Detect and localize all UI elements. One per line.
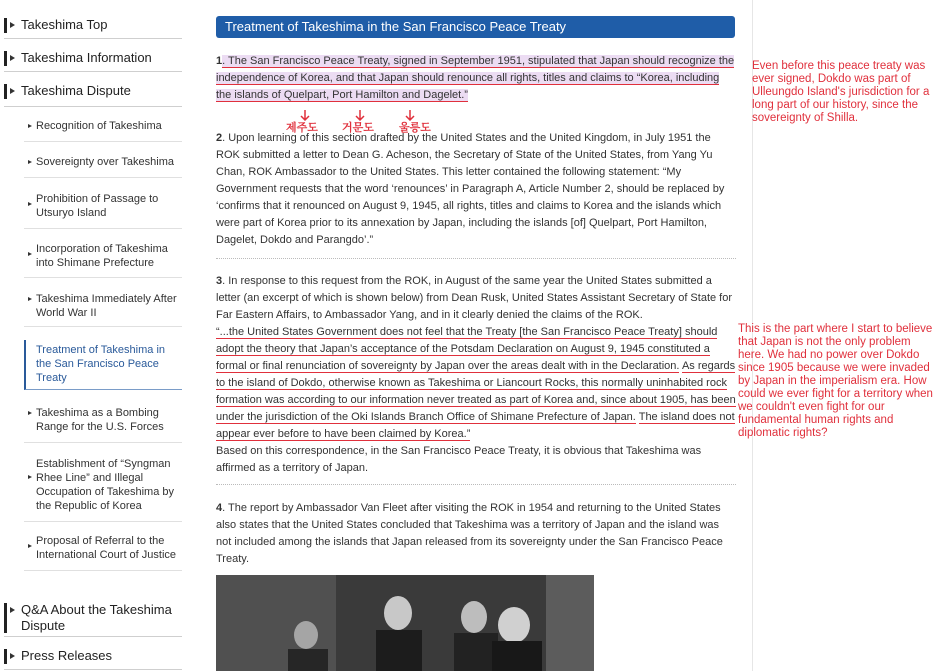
paragraph-number: 3 (216, 275, 223, 287)
sidebar-item-label: Press Releases (21, 648, 113, 663)
sidebar-subitem-label: Takeshima Immediately After World War II (36, 293, 177, 319)
paragraph-4 (216, 500, 736, 568)
triangle-right-icon (10, 607, 15, 613)
sidebar-subitem-after-ww2[interactable] (24, 292, 182, 327)
sidebar-subitem-label: Establishment of “Syngman Rhee Line” and Illegal Occupation of Takeshima by the Republic of Korea (36, 458, 174, 512)
sidebar-item-label: Takeshima Top (21, 17, 108, 32)
bar-marker-icon (4, 18, 7, 33)
paragraph-number: 4 (216, 502, 223, 514)
bar-marker-icon (4, 84, 7, 99)
paragraph-number: 2 (216, 132, 223, 144)
page-title: Treatment of Takeshima in the San Francisco Peace Treaty (216, 16, 735, 38)
bar-marker-icon (4, 649, 7, 664)
sidebar-item-takeshima-information[interactable] (4, 49, 182, 72)
sidebar-subitem-label: Treatment of Takeshima in the San Francisco Peace Treaty (36, 344, 166, 384)
sidebar-subitem-label: Takeshima as a Bombing Range for the U.S. Forces (36, 407, 164, 433)
korean-label-jeju: 제주도 (286, 122, 318, 134)
paragraph-3 (216, 273, 736, 477)
sidebar-item-label: Takeshima Dispute (21, 83, 131, 98)
sidebar-item-takeshima-dispute[interactable] (4, 82, 182, 107)
main-content (216, 0, 736, 671)
underlined-quote: “...the United States Government does not feel that the Treaty [the San Francisco Peace Treaty] should adopt the theory that Japan’s acceptance of the Potsdam Declaration on August 9, 1945 constituted a formal or final renunciation of sovereignty by Japan over the areas dealt with in the Declaration. (216, 326, 718, 372)
bar-marker-icon (4, 603, 7, 633)
bullet-icon (28, 475, 32, 479)
photo-figures (216, 575, 594, 671)
paragraph-2 (216, 130, 736, 249)
bullet-icon (28, 124, 32, 128)
paragraph-number: 1 (216, 55, 223, 67)
sidebar-subitem-label: Proposal of Referral to the International Court of Justice (36, 535, 177, 561)
sidebar (0, 0, 186, 671)
paragraph-text: . Upon learning of this section drafted by the United States and the United Kingdom, in July 1951 the ROK submitted a letter to Dean G. Acheson, the Secretary of State of the United States, from Yang Yu Chan, ROK Ambassador to the United States. This letter contained the following statement: “My Government requests that the word ‘renounces’ in Paragraph A, Article Number 2, should be replaced by ‘confirms that it renounced on August 9, 1945, all rights, titles and claims to Korea and the islands which were part of Korea prior to its annexation by Japan, including the islands [of] Quelpart, Port Hamilton, Dagelet, Dokdo and Parangdo’.” (216, 132, 725, 246)
korean-label-ulleungdo: 울릉도 (399, 122, 431, 134)
annotation-note-1: Even before this peace treaty was ever signed, Dokdo was part of Ulleungdo Island's jurisdiction for a long part of our history, since the sovereignty of Shilla. (752, 60, 930, 124)
historical-photo (216, 575, 594, 671)
sidebar-subitem-recognition[interactable] (24, 119, 182, 142)
sidebar-subitem-label: Recognition of Takeshima (36, 120, 162, 132)
bar-marker-icon (4, 51, 7, 66)
sidebar-subitem-icj[interactable] (24, 534, 182, 571)
highlighted-text: . The San Francisco Peace Treaty, signed in September 1951, stipulated that Japan should recognize the independence of Korea, and that Japan should renounce all rights, titles and claims to “Korea, including the islands of Quelpart, Port Hamilton and Dagelet.” (216, 55, 735, 101)
underlined-quote: The island does not appear ever before to have been claimed by Korea.” (216, 411, 735, 440)
paragraph-intro: . In response to this request from the ROK, in August of the same year the United States submitted a letter (an excerpt of which is shown below) from Dean Rusk, United States Assistant Secretary of State for Far Eastern Affairs, to Ambassador Yang, and in it clearly denied the claims of the ROK. (216, 275, 733, 321)
bullet-icon (28, 160, 32, 164)
sidebar-item-takeshima-top[interactable] (4, 16, 182, 39)
paragraph-text: . The report by Ambassador Van Fleet after visiting the ROK in 1954 and returning to the United States also states that the United States concluded that Takeshima was a territory of Japan and the island was not included among the islands that Japan released from its sovereignty under the San Francisco Peace Treaty. (216, 502, 723, 565)
sidebar-subitem-label: Sovereignty over Takeshima (36, 156, 174, 168)
divider (216, 258, 736, 259)
sidebar-subitem-prohibition[interactable] (24, 192, 182, 229)
bullet-icon (28, 544, 32, 548)
paragraph-outro: Based on this correspondence, in the San Francisco Peace Treaty, it is obvious that Takeshima was affirmed as a territory of Japan. (216, 445, 702, 474)
bullet-icon (28, 411, 32, 415)
sidebar-subitem-label: Incorporation of Takeshima into Shimane Prefecture (36, 243, 168, 269)
sidebar-subitem-label: Prohibition of Passage to Utsuryo Island (36, 193, 159, 219)
triangle-right-icon (10, 653, 15, 659)
sidebar-item-qa[interactable] (4, 601, 182, 637)
triangle-right-icon (10, 55, 15, 61)
sidebar-subitem-sovereignty[interactable] (24, 155, 182, 178)
sidebar-subitem-incorporation[interactable] (24, 242, 182, 278)
paragraph-1 (216, 53, 736, 104)
bullet-icon (28, 252, 32, 256)
sidebar-subitem-bombing-range[interactable] (24, 406, 182, 443)
sidebar-subitem-san-francisco-active[interactable] (24, 340, 182, 390)
korean-label-geomundo: 거문도 (342, 122, 374, 134)
underlined-quote: As regards to the island of Dokdo, otherwise known as Takeshima or Liancourt Rocks, this normally uninhabited rock formation was according to our information never treated as part of Korea and, since about 1905, has been under the jurisdiction of the Oki Islands Branch Office of Shimane Prefecture of Japan. (216, 360, 736, 423)
sidebar-item-press-releases[interactable] (4, 647, 182, 670)
annotation-note-2: This is the part where I start to believe that Japan is not the only problem here. We had no power over Dokdo since 1905 because we were invaded by Japan in the imperialism era. How could we ever fight for a territory when we couldn't even fight for our fundamental human rights and diplomatic rights? (738, 323, 933, 439)
bullet-icon (28, 297, 32, 301)
sidebar-item-label: Q&A About the Takeshima Dispute (21, 602, 172, 633)
divider (216, 484, 736, 485)
sidebar-subitem-syngman-rhee[interactable] (24, 457, 182, 522)
sidebar-item-label: Takeshima Information (21, 50, 152, 65)
triangle-right-icon (10, 22, 15, 28)
triangle-right-icon (10, 88, 15, 94)
bullet-icon (28, 202, 32, 206)
